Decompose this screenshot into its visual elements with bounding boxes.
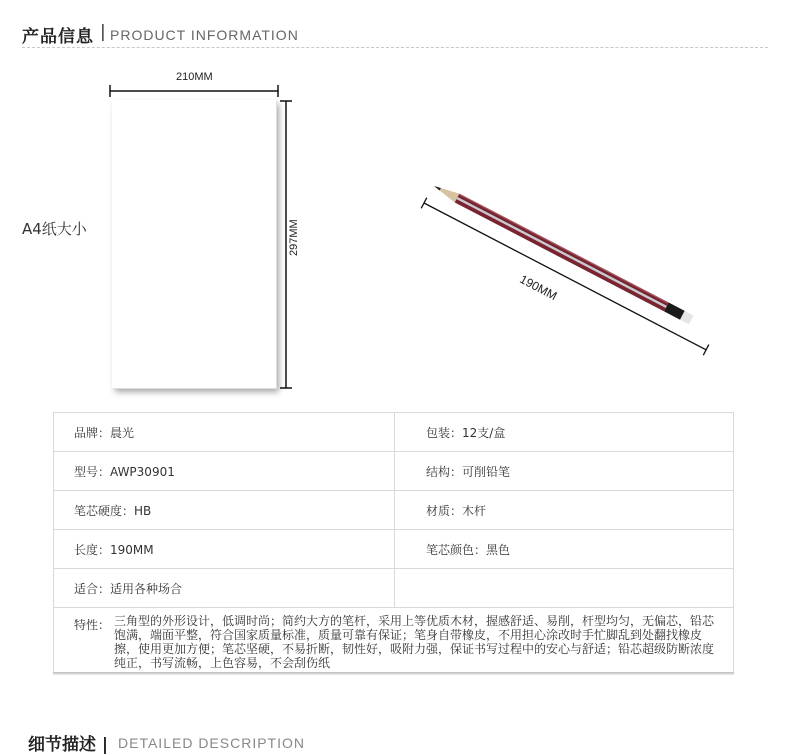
spec-key: 材质： [426, 503, 463, 518]
features-cell [54, 608, 734, 675]
spec-value: 适用各种场合 [110, 581, 183, 596]
spec-value: 190MM [110, 542, 154, 557]
spec-cell [395, 452, 734, 491]
table-row [54, 413, 734, 452]
spec-cell [395, 413, 734, 452]
spec-value: 黑色 [486, 542, 511, 557]
paper-height-label: 297MM [288, 219, 300, 256]
spec-key: 品牌： [74, 425, 111, 440]
table-row [54, 569, 734, 608]
table-row [54, 491, 734, 530]
section-title-en: PRODUCT INFORMATION [110, 27, 299, 43]
spec-cell-empty [395, 569, 734, 608]
spec-cell [54, 569, 395, 608]
spec-cell [54, 413, 395, 452]
spec-key: 笔芯颜色： [426, 542, 487, 557]
pencil-length-label: 190MM [517, 272, 560, 304]
section-title-cn: 产品信息 [22, 27, 94, 47]
spec-value: 木杆 [462, 503, 487, 518]
table-row [54, 530, 734, 569]
table-bottom-shadow [53, 672, 734, 675]
spec-cell [395, 530, 734, 569]
spec-cell [395, 491, 734, 530]
a4-paper-image [112, 100, 276, 388]
next-section-title-cn [28, 730, 108, 755]
spec-key: 适合： [74, 581, 111, 596]
spec-value: 12支/盒 [462, 425, 506, 440]
spec-key: 型号： [74, 464, 111, 479]
spec-value: HB [134, 503, 152, 518]
paper-size-label: A4纸大小 [22, 220, 87, 238]
spec-cell [54, 530, 395, 569]
table-row [54, 452, 734, 491]
next-title-separator: | [101, 735, 109, 755]
spec-value: 可削铅笔 [462, 464, 511, 479]
pencil-image [410, 175, 750, 365]
next-section-title-en: DETAILED DESCRIPTION [118, 735, 305, 751]
spec-cell [54, 452, 395, 491]
features-row [54, 608, 734, 675]
spec-table [53, 412, 734, 675]
spec-value: AWP30901 [110, 464, 175, 479]
next-title-cn-text: 细节描述 [28, 735, 96, 755]
spec-key: 笔芯硬度： [74, 503, 135, 518]
title-separator: | [100, 22, 106, 42]
spec-value: 晨光 [110, 425, 135, 440]
spec-key: 结构： [426, 464, 463, 479]
features-text: 三角型的外形设计，低调时尚；简约大方的笔杆，采用上等优质木材，握感舒适、易削，杆型均匀，无偏芯，铅芯饱满，端面平整，符合国家质量标准，质量可靠有保证；笔身自带橡皮，不用担心涂改时手忙脚乱到处翻找橡皮擦，使用更加方便；笔芯坚硬，不易折断，韧性好，吸附力强，保证书写过程中的安心与舒适；铅芯超级防断浓度纯正，书写流畅，上色容易，不会刮伤纸 [114, 614, 715, 670]
spec-key: 包装： [426, 425, 463, 440]
spec-cell [54, 491, 395, 530]
dashed-divider [22, 47, 768, 48]
paper-width-label: 210MM [176, 71, 213, 83]
spec-key: 长度： [74, 542, 111, 557]
features-label: 特性： [74, 618, 111, 632]
